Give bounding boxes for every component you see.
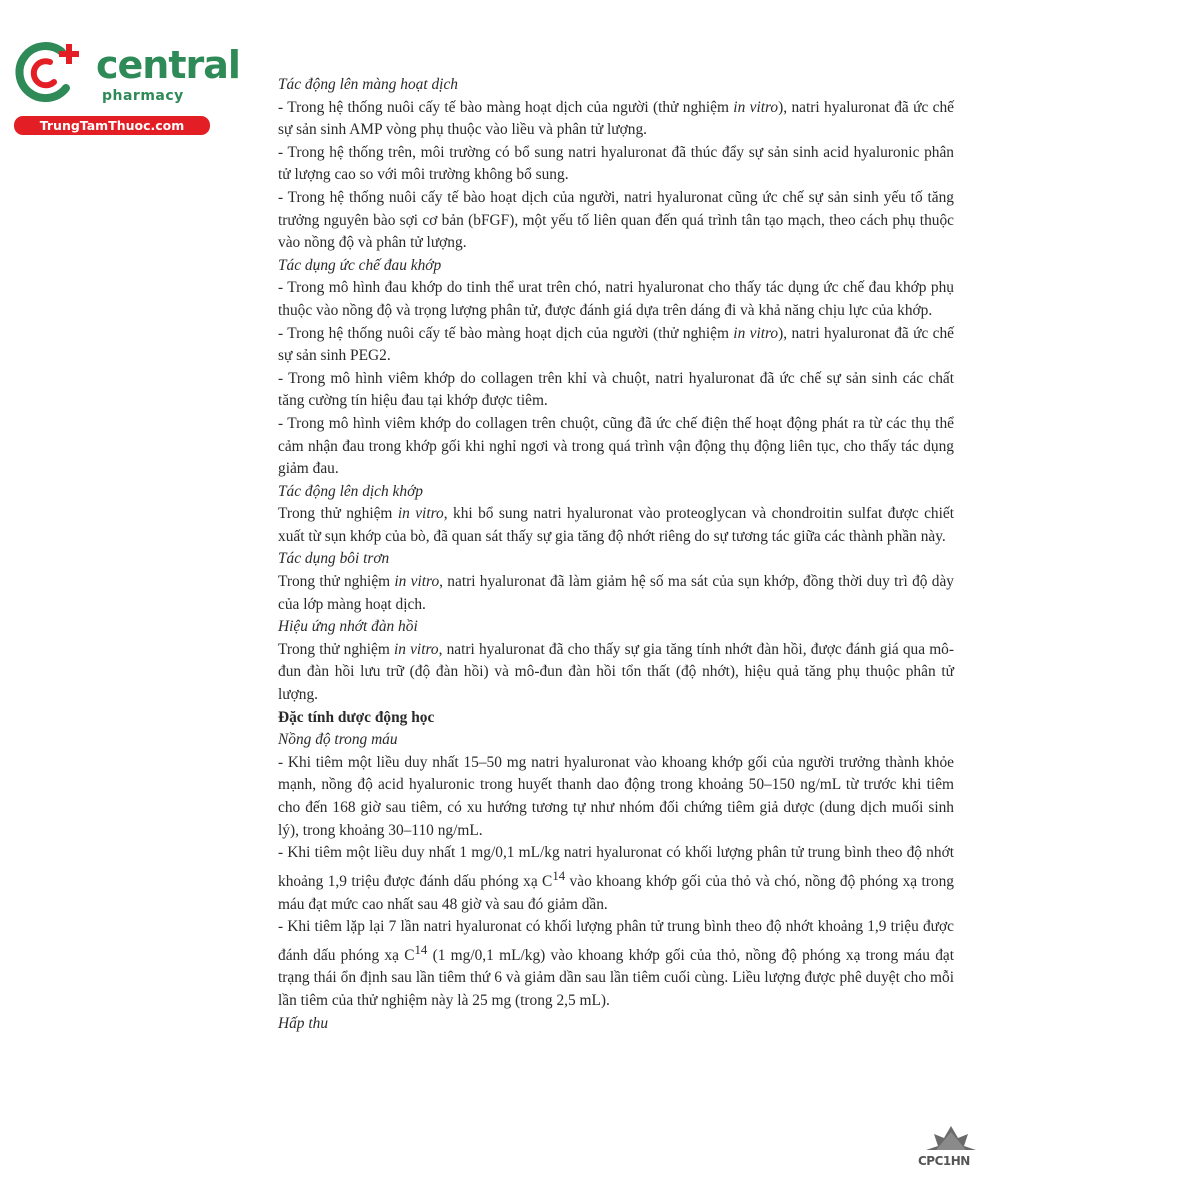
section-heading: Hiệu ứng nhớt đàn hồi	[278, 618, 418, 636]
paragraph: - Trong mô hình viêm khớp do collagen trên khỉ và chuột, natri hyaluronat đã ức chế sự sản sinh các chất tăng cường tín hiệu đau tại khớp được tiêm.	[278, 369, 954, 410]
paragraph: - Khi tiêm lặp lại 7 lần natri hyaluronat có khối lượng phân tử trung bình theo độ nhớt khoảng 1,9 triệu được đánh dấu phóng xạ $C^{14}$ (1 mg/0,1 mL/kg) vào khoang khớp gối của thỏ, nồng độ phóng xạ trong máu đạt trạng thái ổn định sau lần tiêm thứ 6 và giảm dần sau lần tiêm cuối cùng. Liều lượng được phê duyệt cho mỗi lần tiêm của thử nghiệm này là 25 mg (trong 2,5 mL).	[278, 918, 954, 1009]
section-heading: Tác động lên dịch khớp	[278, 482, 423, 500]
brand-subtitle: pharmacy	[102, 88, 184, 104]
section-heading: Hấp thu	[278, 1014, 329, 1032]
section-heading: Nồng độ trong máu	[278, 731, 398, 749]
brand-name: central	[96, 43, 240, 87]
paragraph: - Trong hệ thống nuôi cấy tế bào hoạt dịch của người, natri hyaluronat cũng ức chế sự sản sinh yếu tố tăng trưởng nguyên bào sợi cơ bản (bFGF), một yếu tố liên quan đến quá trình tân tạo mạch, theo cách phụ thuộc vào nồng độ và phân tử lượng.	[278, 188, 954, 252]
section-heading: Tác động lên màng hoạt dịch	[278, 76, 458, 93]
paragraph: Trong thử nghiệm in vitro, natri hyaluronat đã cho thấy sự gia tăng tính nhớt đàn hồi, được đánh giá qua mô-đun đàn hồi lưu trữ (độ đàn hồi) và mô-đun đàn hồi tổn thất (độ nhớt), hiệu quả tăng phụ thuộc phân tử lượng.	[278, 640, 954, 704]
brand-url-badge: TrungTamThuoc.com	[14, 116, 210, 135]
paragraph: Trong thử nghiệm in vitro, khi bổ sung natri hyaluronat vào proteoglycan và chondroitin sulfat được chiết xuất từ sụn khớp của bò, đã quan sát thấy sự gia tăng độ nhớt riêng do sự tương tác giữa các thành phần này.	[278, 505, 954, 545]
footer-mark: CPC1HN	[918, 1154, 970, 1168]
document-body	[278, 74, 954, 1035]
paragraph: - Trong hệ thống trên, môi trường có bổ sung natri hyaluronat đã thúc đẩy sự sản sinh acid hyaluronic phân tử lượng cao so với môi trường không bổ sung.	[278, 143, 954, 184]
paragraph: - Khi tiêm một liều duy nhất 15–50 mg natri hyaluronat vào khoang khớp gối của người trưởng thành khỏe mạnh, nồng độ acid hyaluronic trong huyết thanh dao động trong khoảng 50–150 ng/mL từ trước khi tiêm cho đến 168 giờ sau tiêm, có xu hướng tương tự như nhóm đối chứng tiêm giả dược (dung dịch muối sinh lý), trong khoảng 30–110 ng/mL.	[278, 753, 954, 839]
paragraph: - Trong mô hình viêm khớp do collagen trên chuột, cũng đã ức chế điện thế hoạt động phát ra từ các thụ thể cảm nhận đau trong khớp gối khi nghỉ ngơi và trong quá trình vận động thụ động liên tục, cho thấy tác dụng giảm đau.	[278, 414, 954, 478]
central-pharmacy-logo-icon	[10, 40, 90, 104]
paragraph: Trong thử nghiệm in vitro, natri hyaluronat đã làm giảm hệ số ma sát của sụn khớp, đồng thời duy trì độ dày của lớp màng hoạt dịch.	[278, 573, 955, 613]
paragraph: - Trong hệ thống nuôi cấy tế bào màng hoạt dịch của người (thử nghiệm in vitro), natri hyaluronat đã ức chế sự sản sinh PEG2.	[278, 324, 955, 365]
main-heading: Đặc tính dược động học	[278, 708, 435, 726]
section-heading: Tác dụng bôi trơn	[278, 550, 390, 568]
cpc1hn-logo-icon	[916, 1124, 986, 1180]
paragraph: - Trong hệ thống nuôi cấy tế bào màng hoạt dịch của người (thử nghiệm in vitro), natri hyaluronat đã ức chế sự sản sinh AMP vòng phụ thuộc vào liều và phân tử lượng.	[278, 98, 955, 139]
section-heading: Tác dụng ức chế đau khớp	[278, 256, 442, 274]
paragraph: - Khi tiêm một liều duy nhất 1 mg/0,1 mL/kg natri hyaluronat có khối lượng phân tử trung bình theo độ nhớt khoảng 1,9 triệu được đánh dấu phóng xạ $C^{14}$ vào khoang khớp gối của thỏ và chó, nồng độ phóng xạ trong máu đạt mức cao nhất sau 48 giờ và sau đó giảm dần.	[278, 844, 954, 913]
brand-logo	[10, 36, 240, 136]
paragraph: - Trong mô hình đau khớp do tinh thể urat trên chó, natri hyaluronat cho thấy tác dụng ức chế đau khớp phụ thuộc vào nồng độ và trọng lượng phân tử, được đánh giá dựa trên dáng đi và khả năng chịu lực của khớp.	[278, 279, 954, 319]
